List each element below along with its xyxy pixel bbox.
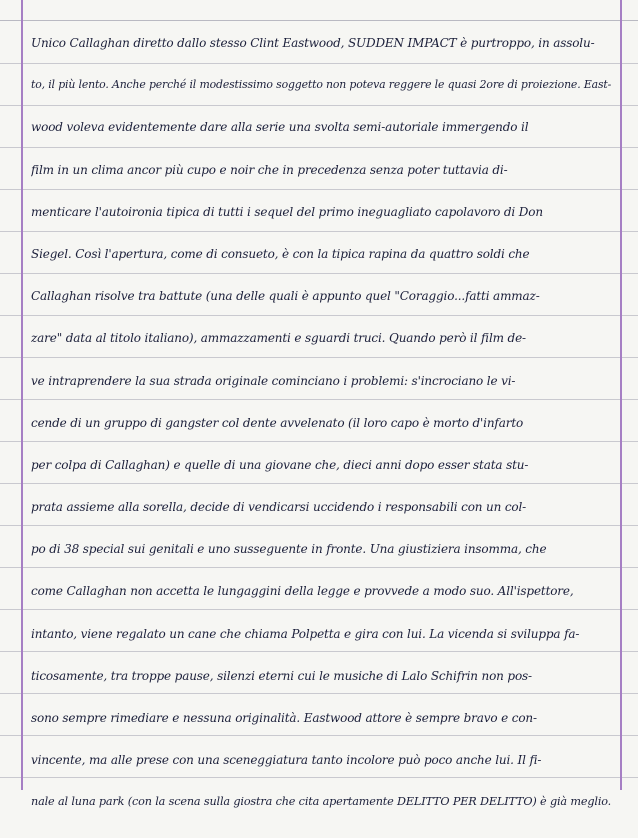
handwritten-text <box>31 36 613 838</box>
text-line: film in un clima ancor più cupo e noir che in precedenza senza poter tuttavia di- <box>31 162 508 177</box>
text-line: per colpa di Callaghan) e quelle di una giovane che, dieci anni dopo esser stata stu- <box>31 457 529 472</box>
text-line: intanto, viene regalato un cane che chiama Polpetta e gira con lui. La vicenda si sviluppa fa- <box>31 626 580 641</box>
text-line: Unico Callaghan diretto dallo stesso Clint Eastwood, SUDDEN IMPACT è purtroppo, in assolu- <box>31 36 595 50</box>
text-line: menticare l'autoironia tipica di tutti i sequel del primo ineguagliato capolavoro di Don <box>31 204 543 219</box>
text-line: ve intraprendere la sua strada originale cominciano i problemi: s'incrociano le vi- <box>31 373 516 388</box>
text-line: wood voleva evidentemente dare alla serie una svolta semi-autoriale immergendo il <box>31 120 529 135</box>
text-line: to, il più lento. Anche perché il modestissimo soggetto non poteva reggere le quasi 2ore di proiezione. East- <box>31 78 612 92</box>
text-line: prata assieme alla sorella, decide di vendicarsi uccidendo i responsabili con un col- <box>31 500 527 515</box>
right-margin-line <box>620 0 622 790</box>
text-line: vincente, ma alle prese con una sceneggiatura tanto incolore può poco anche lui. Il fi- <box>31 753 542 768</box>
text-line: Siegel. Così l'apertura, come di consueto, è con la tipica rapina da quattro soldi che <box>31 246 530 261</box>
text-line: Callaghan risolve tra battute (una delle quali è appunto quel "Coraggio...fatti ammaz- <box>31 289 540 304</box>
text-line: sono sempre rimediare e nessuna originalità. Eastwood attore è sempre bravo e con- <box>31 711 537 725</box>
text-line: cende di un gruppo di gangster col dente avvelenato (il loro capo è morto d'infarto <box>31 415 524 430</box>
text-line: nale al luna park (con la scena sulla giostra che cita apertamente DELITTO PER DELITTO) è già meglio. <box>31 795 612 809</box>
left-margin-line <box>21 0 23 790</box>
top-rule <box>0 20 638 21</box>
text-line: come Callaghan non accetta le lungaggini della legge e provvede a modo suo. All'ispettore, <box>31 584 574 599</box>
text-line: ticosamente, tra troppe pause, silenzi eterni cui le musiche di Lalo Schifrin non pos- <box>31 668 532 683</box>
text-line: po di 38 special sui genitali e uno susseguente in fronte. Una giustiziera insomma, che <box>31 542 547 557</box>
text-line: zare" data al titolo italiano), ammazzamenti e sguardi truci. Quando però il film de- <box>31 331 526 346</box>
